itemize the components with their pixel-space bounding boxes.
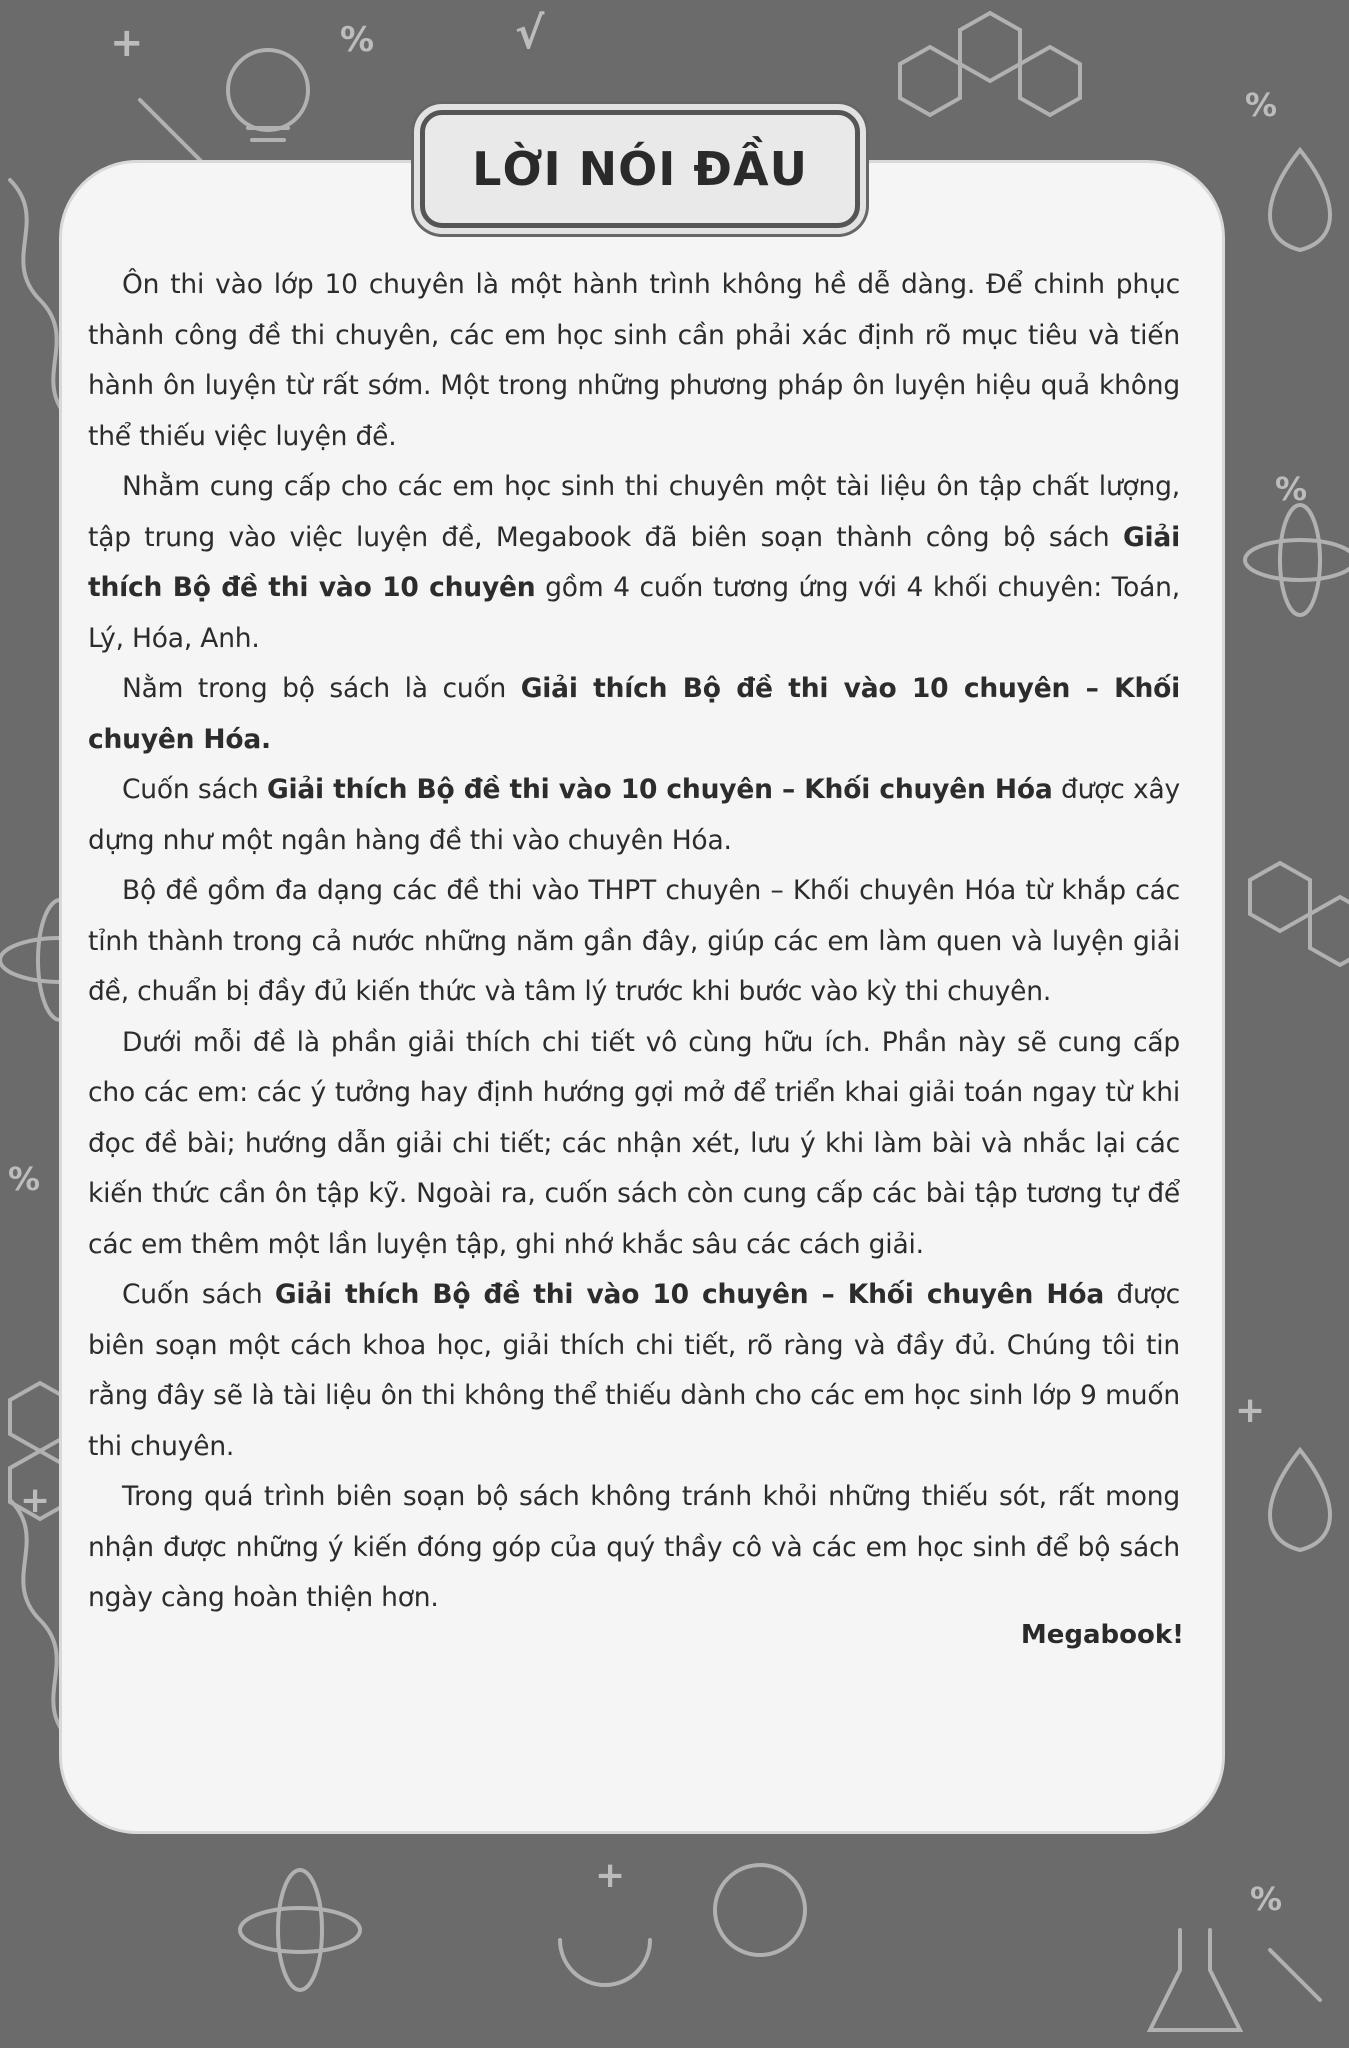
- bold-book-title: Giải thích Bộ đề thi vào 10 chuyên: [88, 521, 1180, 603]
- paragraph: [88, 1472, 1180, 1624]
- plus-sign-doodle: +: [595, 1855, 626, 1896]
- paragraph: [88, 1270, 1180, 1472]
- plus-sign-doodle: +: [110, 20, 144, 66]
- paragraph-text: gồm 4 cuốn tương ứng với 4 khối chuyên: Toán, Lý, Hóa, Anh.: [88, 572, 1180, 654]
- signature: Megabook!: [1020, 1620, 1184, 1650]
- percent-sign-doodle: %: [1245, 86, 1278, 124]
- paragraph-text: được biên soạn một cách khoa học, giải thích chi tiết, rõ ràng và đầy đủ. Chúng tôi tin rằng đây sẽ là tài liệu ôn thi không thể thiếu dành cho các em học sinh lớp 9 muốn thi chuyên.: [88, 1279, 1180, 1462]
- percent-sign-doodle: %: [1250, 1880, 1283, 1918]
- plus-sign-doodle: +: [20, 1480, 51, 1521]
- paragraph-text: Cuốn sách: [122, 774, 267, 805]
- page-title: LỜI NÓI ĐẦU: [472, 142, 808, 196]
- paragraph-text: Nằm trong bộ sách là cuốn: [122, 673, 521, 704]
- paragraph-text: Nhằm cung cấp cho các em học sinh thi chuyên một tài liệu ôn tập chất lượng, tập trung vào việc luyện đề, Megabook đã biên soạn thành công bộ sách: [88, 471, 1180, 553]
- bold-book-title: Giải thích Bộ đề thi vào 10 chuyên – Khối chuyên Hóa.: [88, 673, 1181, 755]
- preface-body: [88, 260, 1180, 1624]
- paragraph-text: Cuốn sách: [122, 1279, 275, 1310]
- bold-book-title: Giải thích Bộ đề thi vào 10 chuyên – Khối chuyên Hóa: [266, 774, 1053, 805]
- percent-sign-doodle: %: [1275, 470, 1308, 508]
- paragraph: [88, 260, 1180, 462]
- paragraph: [88, 866, 1180, 1018]
- paragraph-text: Trong quá trình biên soạn bộ sách không tránh khỏi những thiếu sót, rất mong nhận được những ý kiến đóng góp của quý thầy cô và các em học sinh để bộ sách ngày càng hoàn thiện hơn.: [88, 1481, 1180, 1613]
- percent-sign-doodle: %: [340, 20, 375, 60]
- paragraph: [88, 462, 1180, 664]
- paragraph: [88, 664, 1180, 765]
- title-banner: [420, 110, 860, 228]
- sqrt-sign-doodle: √: [515, 8, 545, 59]
- paragraph-text: được xây dựng như một ngân hàng đề thi vào chuyên Hóa.: [88, 774, 1180, 856]
- paragraph-text: Ôn thi vào lớp 10 chuyên là một hành trình không hề dễ dàng. Để chinh phục thành công đề thi chuyên, các em học sinh cần phải xác định rõ mục tiêu và tiến hành ôn luyện từ rất sớm. Một trong những phương pháp ôn luyện hiệu quả không thể thiếu việc luyện đề.: [88, 269, 1180, 452]
- bold-book-title: Giải thích Bộ đề thi vào 10 chuyên – Khối chuyên Hóa: [274, 1279, 1105, 1310]
- paragraph: [88, 765, 1180, 866]
- paragraph-text: Dưới mỗi đề là phần giải thích chi tiết vô cùng hữu ích. Phần này sẽ cung cấp cho các em: các ý tưởng hay định hướng gợi mở để triển khai giải toán ngay từ khi đọc đề bài; hướng dẫn giải chi tiết; các nhận xét, lưu ý khi làm bài và nhắc lại các kiến thức cần ôn tập kỹ. Ngoài ra, cuốn sách còn cung cấp các bài tập tương tự để các em thêm một lần luyện tập, ghi nhớ khắc sâu các cách giải.: [88, 1026, 1180, 1260]
- paragraph: [88, 1018, 1180, 1271]
- percent-sign-doodle: %: [8, 1160, 41, 1198]
- plus-sign-doodle: +: [1235, 1390, 1266, 1431]
- paragraph-text: Bộ đề gồm đa dạng các đề thi vào THPT chuyên – Khối chuyên Hóa từ khắp các tỉnh thành trong cả nước những năm gần đây, giúp các em làm quen và luyện giải đề, chuẩn bị đầy đủ kiến thức và tâm lý trước khi bước vào kỳ thi chuyên.: [88, 875, 1180, 1007]
